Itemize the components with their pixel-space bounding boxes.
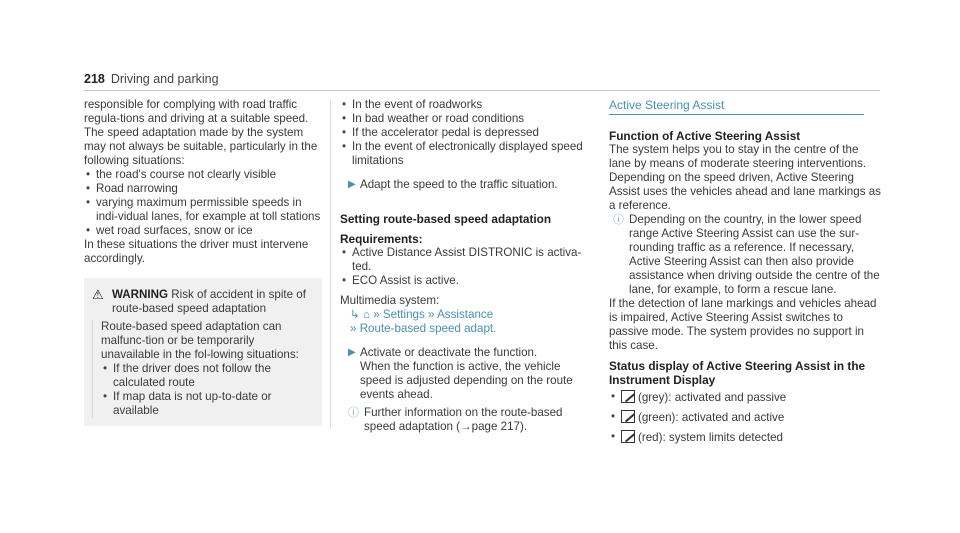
note-text: Depending on the country, in the lower speed range Active Steering Assist can use the sur-rounding traffic as a reference. If necessary, Active Steering Assist can then also provide assistance when driving outside the centre of the lane, for example, to form a rescue lane. bbox=[629, 213, 880, 296]
column-right bbox=[609, 98, 881, 445]
instruction-step bbox=[348, 346, 590, 402]
step-text: Activate or deactivate the function. bbox=[360, 346, 538, 359]
steering-assist-icon bbox=[621, 410, 635, 423]
warning-icon: ⚠ bbox=[92, 287, 104, 302]
list-item: • If the driver does not follow the calculated route bbox=[101, 362, 316, 390]
list-item: • (green): activated and active bbox=[609, 410, 881, 425]
double-chevron-icon: » bbox=[350, 322, 357, 335]
column-left bbox=[84, 98, 322, 426]
chapter-title: Driving and parking bbox=[110, 72, 219, 86]
list-item: • In bad weather or road conditions bbox=[340, 112, 590, 126]
column-divider bbox=[330, 100, 331, 428]
list-item: • If map data is not up-to-date or available bbox=[101, 390, 316, 418]
list-item: • the road's course not clearly visible bbox=[84, 168, 322, 182]
instruction-step bbox=[348, 178, 590, 192]
list-item: • Road narrowing bbox=[84, 182, 322, 196]
page-header bbox=[84, 72, 880, 92]
list-item: • (red): system limits detected bbox=[609, 430, 881, 445]
note-text: Further information on the route-based speed adaptation ( bbox=[364, 406, 563, 433]
function-heading: Function of Active Steering Assist bbox=[609, 129, 801, 143]
menu-path bbox=[340, 308, 590, 322]
paragraph: In these situations the driver must intervene accordingly. bbox=[84, 238, 309, 265]
paragraph: responsible for complying with road traffic regula-tions and driving at a suitable speed. bbox=[84, 98, 309, 125]
step-text: Adapt the speed to the traffic situation. bbox=[360, 178, 558, 191]
header-rule bbox=[84, 90, 880, 91]
warning-title-text: Risk of accident in spite of route-based speed adaptation bbox=[112, 288, 306, 315]
list-item: • If the accelerator pedal is depressed bbox=[340, 126, 590, 140]
warning-box bbox=[84, 278, 322, 426]
home-icon: ⌂ bbox=[362, 308, 370, 321]
paragraph: If the detection of lane markings and vehicles ahead is impaired, Active Steering Assist switches to passive mode. The system provides no support in this case. bbox=[609, 297, 877, 352]
list-item: • In the event of roadworks bbox=[340, 98, 590, 112]
steering-assist-icon bbox=[621, 430, 635, 443]
list-item: • Active Distance Assist DISTRONIC is activa-ted. bbox=[340, 246, 590, 274]
bullet-list bbox=[101, 362, 316, 418]
menu-path bbox=[340, 322, 590, 336]
warning-title bbox=[92, 288, 316, 316]
paragraph: The system helps you to stay in the centre of the lane by means of moderate steering interventions. Depending on the speed driven, Active Steering Assist uses the vehicles ahead and lane markings as a reference. bbox=[609, 143, 881, 212]
paragraph: Multimedia system: bbox=[340, 294, 440, 307]
list-item: • In the event of electronically displayed speed limitations bbox=[340, 140, 590, 168]
info-note bbox=[613, 213, 881, 297]
info-note bbox=[348, 406, 590, 434]
enter-arrow-icon: ↳ bbox=[350, 308, 360, 321]
menu-assistance: Assistance bbox=[437, 308, 494, 321]
menu-route-based: Route-based speed adapt. bbox=[359, 322, 497, 335]
play-arrow-icon: ▶ bbox=[348, 179, 356, 190]
double-chevron-icon: » bbox=[373, 308, 380, 321]
paragraph: The speed adaptation made by the system may not always be suitable, particularly in the following situations: bbox=[84, 126, 318, 167]
bullet-list bbox=[340, 246, 590, 288]
section-heading: Setting route-based speed adaptation bbox=[340, 212, 552, 226]
paragraph: Route-based speed adaptation can malfunc-tion or be temporarily unavailable in the fol-lowing situations: bbox=[101, 320, 299, 361]
play-arrow-icon: ▶ bbox=[348, 347, 356, 358]
page-ref: page 217). bbox=[471, 420, 528, 433]
section-title: Active Steering Assist bbox=[609, 98, 864, 115]
ref-arrow-icon: → bbox=[460, 420, 472, 433]
bullet-list bbox=[340, 98, 590, 168]
step-detail: When the function is active, the vehicle speed is adjusted depending on the route events ahead. bbox=[360, 360, 573, 401]
menu-settings: Settings bbox=[382, 308, 425, 321]
steering-assist-icon bbox=[621, 390, 635, 403]
bullet-list bbox=[84, 168, 322, 238]
info-icon: ⓘ bbox=[613, 214, 624, 226]
page-number: 218 bbox=[84, 72, 105, 86]
warning-body bbox=[92, 320, 316, 418]
status-list bbox=[609, 390, 881, 445]
list-item: • (grey): activated and passive bbox=[609, 390, 881, 405]
list-item: • ECO Assist is active. bbox=[340, 274, 590, 288]
list-item: • varying maximum permissible speeds in indi-vidual lanes, for example at toll stations bbox=[84, 196, 322, 224]
info-icon: ⓘ bbox=[348, 407, 359, 419]
warning-label: WARNING bbox=[112, 288, 169, 301]
column-middle bbox=[340, 98, 590, 434]
status-heading: Status display of Active Steering Assist in the Instrument Display bbox=[609, 359, 866, 387]
list-item: • wet road surfaces, snow or ice bbox=[84, 224, 322, 238]
double-chevron-icon: » bbox=[428, 308, 435, 321]
requirements-heading: Requirements: bbox=[340, 232, 423, 246]
